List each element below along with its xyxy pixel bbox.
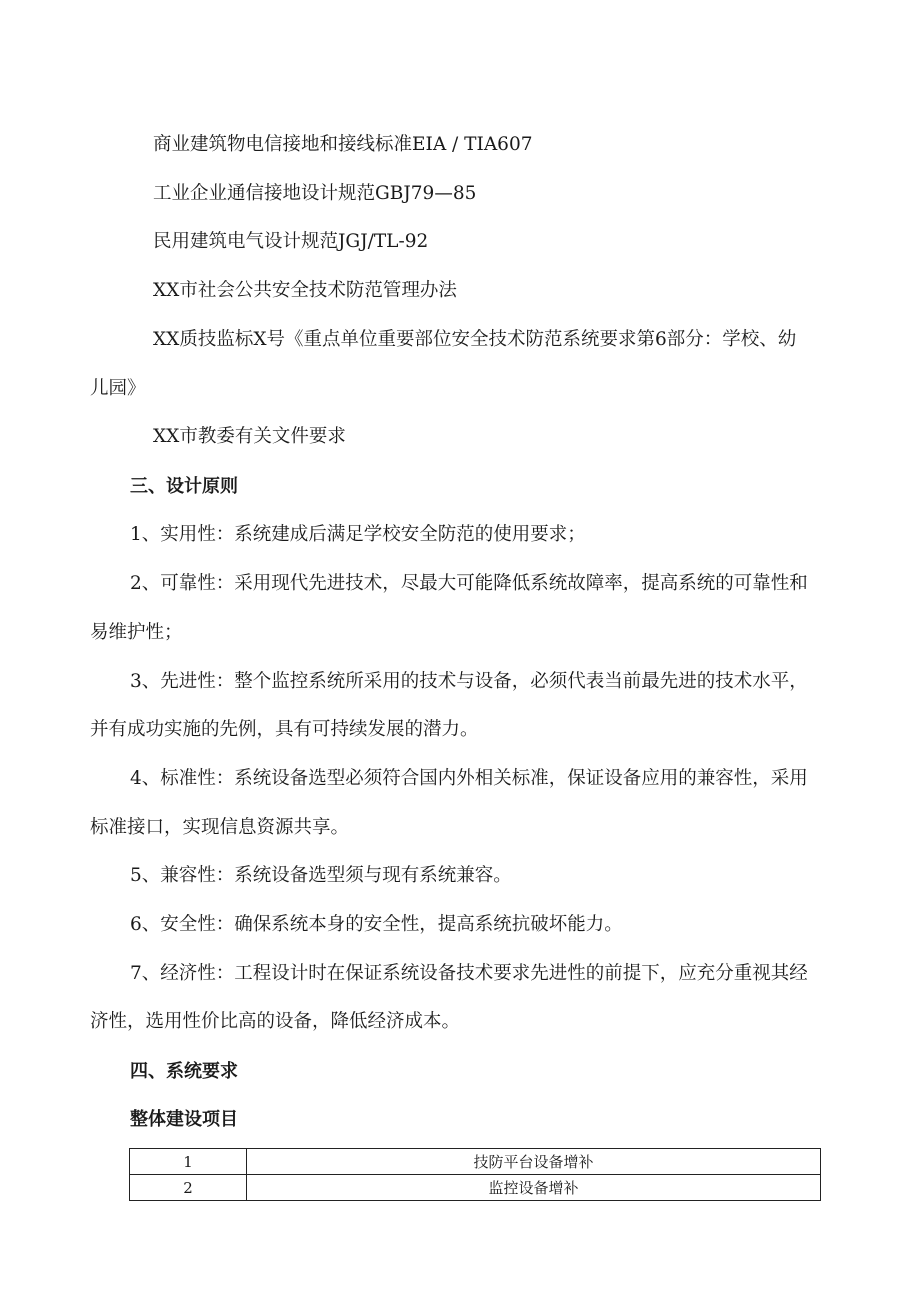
reference-item: 工业企业通信接地设计规范GBJ79—85 xyxy=(153,183,477,204)
principle-line: 2、可靠性：采用现代先进技术，尽最大可能降低系统故障率，提高系统的可靠性和 xyxy=(130,573,808,594)
reference-item: XX市教委有关文件要求 xyxy=(153,426,346,447)
reference-item-continuation: 儿园》 xyxy=(90,378,146,399)
principle-line: 5、兼容性：系统设备选型须与现有系统兼容。 xyxy=(130,865,512,886)
principle-line: 3、先进性：整个监控系统所采用的技术与设备，必须代表当前最先进的技术水平， xyxy=(130,671,808,692)
section-heading-system-requirements: 四、系统要求 xyxy=(130,1061,238,1082)
principle-line: 并有成功实施的先例，具有可持续发展的潜力。 xyxy=(90,719,479,740)
principle-line: 7、经济性：工程设计时在保证系统设备技术要求先进性的前提下，应充分重视其经 xyxy=(130,963,808,984)
item-name: 技防平台设备增补 xyxy=(247,1149,821,1175)
item-number: 1 xyxy=(130,1149,247,1175)
item-number: 2 xyxy=(130,1175,247,1201)
subheading-overall-project: 整体建设项目 xyxy=(130,1109,238,1130)
principle-line: 4、标准性：系统设备选型必须符合国内外相关标准，保证设备应用的兼容性，采用 xyxy=(130,768,808,789)
principle-line: 易维护性； xyxy=(90,622,183,643)
principle-line: 1、实用性：系统建成后满足学校安全防范的使用要求； xyxy=(130,524,586,545)
principle-line: 标准接口，实现信息资源共享。 xyxy=(90,817,350,838)
project-items-table xyxy=(129,1148,821,1201)
table-row xyxy=(130,1149,821,1175)
section-heading-design-principles: 三、设计原则 xyxy=(130,476,238,497)
reference-item: XX质技监标X号《重点单位重要部位安全技术防范系统要求第6部分：学校、幼 xyxy=(153,329,797,350)
reference-item: XX市社会公共安全技术防范管理办法 xyxy=(153,280,457,301)
table-row xyxy=(130,1175,821,1201)
principle-line: 济性，选用性价比高的设备，降低经济成本。 xyxy=(90,1011,461,1032)
item-name: 监控设备增补 xyxy=(247,1175,821,1201)
reference-item: 民用建筑电气设计规范JGJ/TL-92 xyxy=(153,231,429,252)
principle-line: 6、安全性：确保系统本身的安全性，提高系统抗破坏能力。 xyxy=(130,914,623,935)
reference-item: 商业建筑物电信接地和接线标准EIA / TIA607 xyxy=(153,134,533,155)
